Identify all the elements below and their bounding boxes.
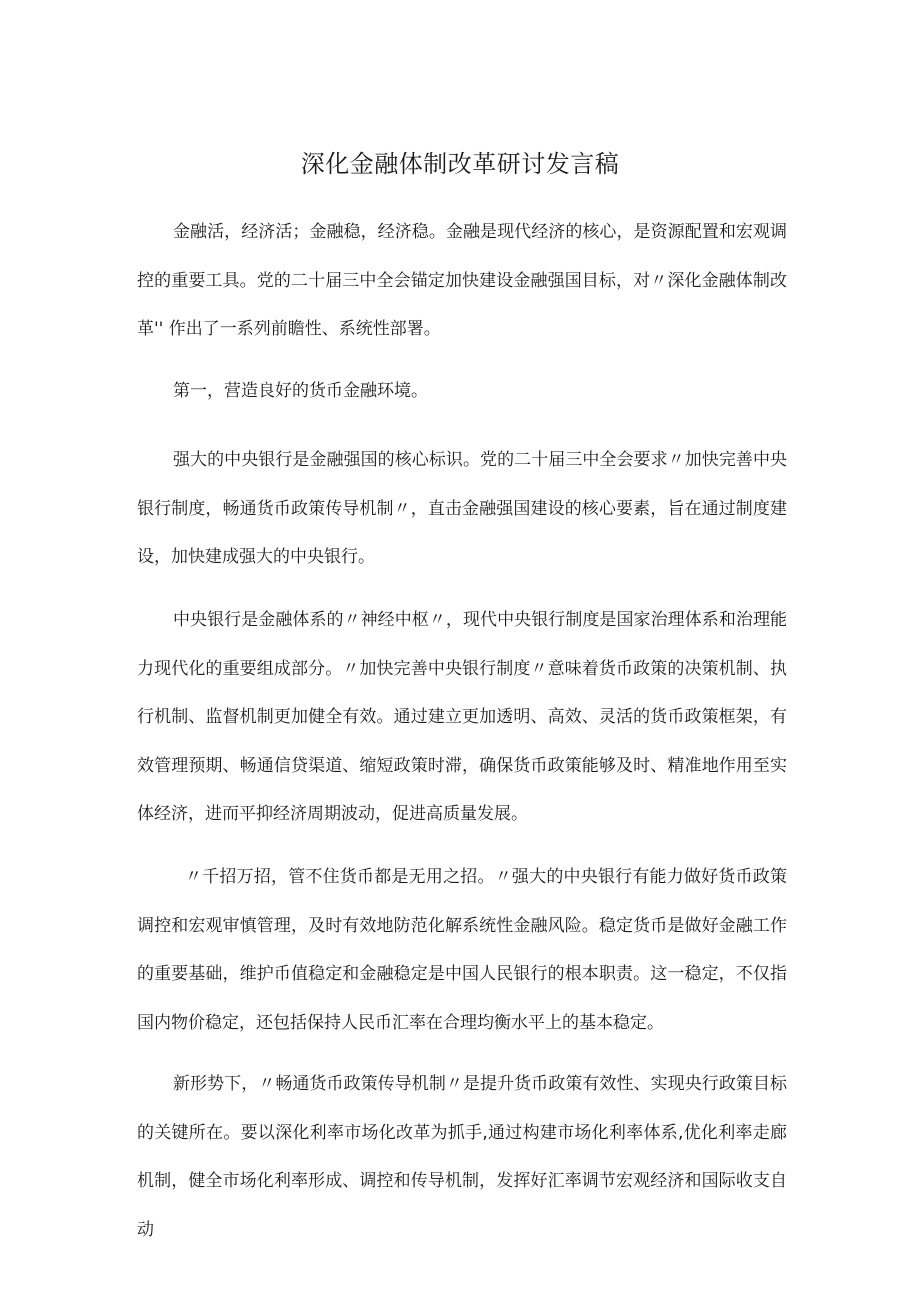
paragraph-currency-stability: 〃千招万招，管不住货币都是无用之招。〃强大的中央银行有能力做好货币政策调控和宏观审慎管理，及时有效地防范化解系统性金融风险。稳定货币是做好金融工作的重要基础，维护币值稳定和金融稳定是中国人民银行的根本职责。这一稳定，不仅指国内物价稳定，还包括保持人民币汇率在合理均衡水平上的基本稳定。 (137, 867, 787, 1033)
paragraph-policy-transmission: 新形势下，〃畅通货币政策传导机制〃是提升货币政策有效性、实现央行政策目标的关键所在。要以深化利率市场化改革为抓手,通过构建市场化利率体系,优化利率走廊机制，健全市场化利率形成、调控和传导机制，发挥好汇率调节宏观经济和国际收支自动 (137, 1074, 787, 1240)
paragraph-intro: 金融活，经济活；金融稳，经济稳。金融是现代经济的核心，是资源配置和宏观调控的重要工具。党的二十届三中全会锚定加快建设金融强国目标，对〃深化金融体制改革'' 作出了一系列前瞻性、系统性部署。 (137, 222, 787, 340)
document-title: 深化金融体制改革研讨发言稿 (300, 150, 620, 178)
paragraph-central-bank-system: 中央银行是金融体系的〃神经中枢〃，现代中央银行制度是国家治理体系和治理能力现代化的重要组成部分。〃加快完善中央银行制度〃意味着货币政策的决策机制、执行机制、监督机制更加健全有效。通过建立更加透明、高效、灵活的货币政策框架，有效管理预期、畅通信贷渠道、缩短政策时滞，确保货币政策能够及时、精准地作用至实体经济，进而平抑经济周期波动，促进高质量发展。 (137, 610, 787, 825)
paragraph-central-bank: 强大的中央银行是金融强国的核心标识。党的二十届三中全会要求〃加快完善中央银行制度，畅通货币政策传导机制〃，直击金融强国建设的核心要素，旨在通过制度建设，加快建成强大的中央银行。 (137, 450, 787, 568)
paragraph-section-heading: 第一，营造良好的货币金融环境。 (173, 381, 428, 401)
